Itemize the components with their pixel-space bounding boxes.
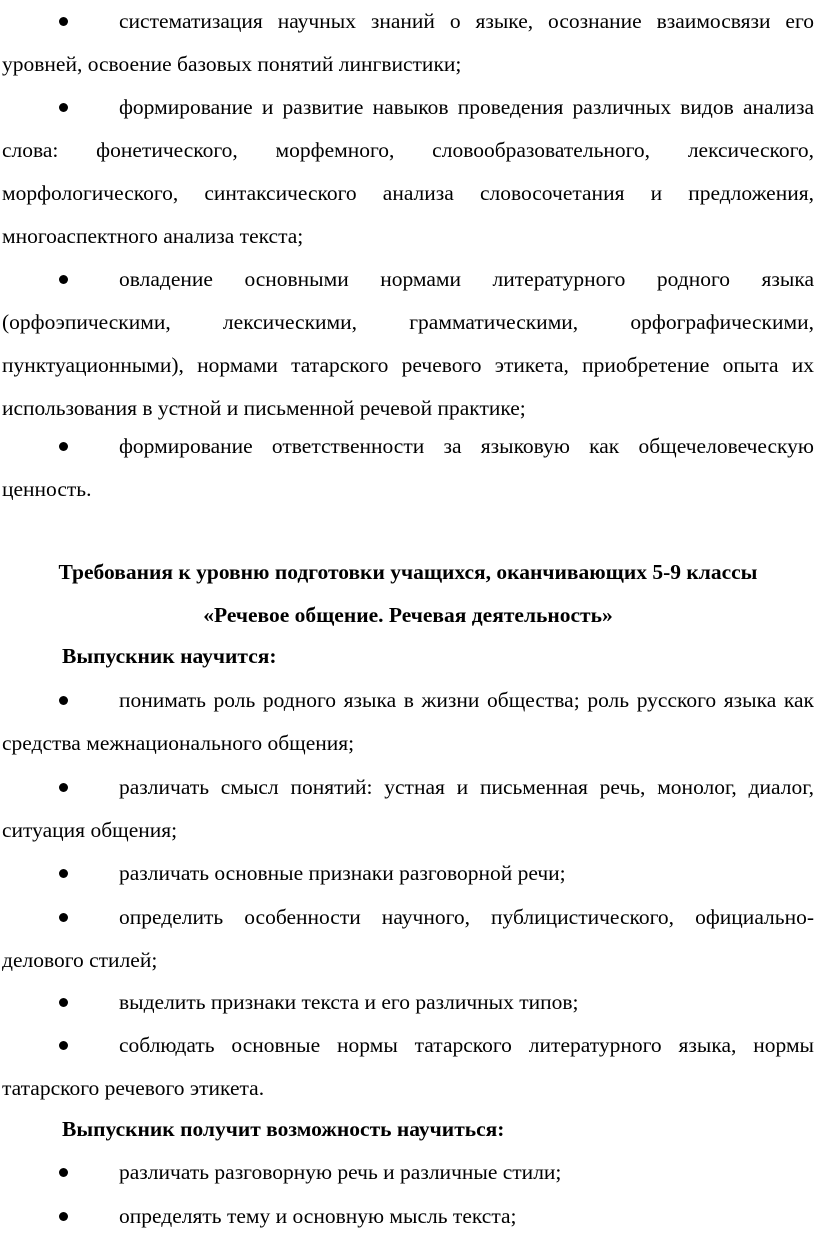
list-item: формирование ответственности за языковую как общечеловеческую ценность.	[2, 425, 814, 511]
bullet-icon	[2, 981, 119, 1024]
bullet-icon	[2, 766, 119, 809]
list-item: различать разговорную речь и различные стили;	[2, 1151, 814, 1194]
will-learn-heading: Выпускник научится:	[62, 644, 277, 668]
list-item: различать смысл понятий: устная и письменная речь, монолог, диалог, ситуация общения;	[2, 766, 814, 852]
opportunity-heading: Выпускник получит возможность научиться:	[62, 1117, 505, 1141]
bullet-icon	[2, 425, 119, 468]
bullet-icon	[2, 258, 119, 301]
list-item: формирование и развитие навыков проведения различных видов анализа слова: фонетического, морфемного, словообразовательного, лексического, морфологического, синтаксического анализа словосочетания и предложения, многоаспектного анализа текста;	[2, 86, 814, 258]
list-item: понимать роль родного языка в жизни общества; роль русского языка как средства межнационального общения;	[2, 679, 814, 765]
list-item: определять тему и основную мысль текста;	[2, 1195, 814, 1238]
list-item: определить особенности научного, публицистического, официально-делового стилей;	[2, 896, 814, 982]
bullet-icon	[2, 896, 119, 939]
bullet-icon	[2, 1151, 119, 1194]
list-item: выделить признаки текста и его различных типов;	[2, 981, 814, 1024]
bullet-icon	[2, 1024, 119, 1067]
list-item: соблюдать основные нормы татарского литературного языка, нормы татарского речевого этикета.	[2, 1024, 814, 1110]
list-item: различать основные признаки разговорной речи;	[2, 852, 814, 895]
section-subtitle: «Речевое общение. Речевая деятельность»	[203, 603, 613, 627]
section-title: Требования к уровню подготовки учащихся, оканчивающих 5-9 классы	[58, 560, 758, 584]
bullet-icon	[2, 679, 119, 722]
bullet-icon	[2, 852, 119, 895]
bullet-icon	[2, 1195, 119, 1238]
bullet-icon	[2, 0, 119, 43]
bullet-icon	[2, 86, 119, 129]
list-item: систематизация научных знаний о языке, осознание взаимосвязи его уровней, освоение базовых понятий лингвистики;	[2, 0, 814, 86]
list-item: овладение основными нормами литературного родного языка (орфоэпическими, лексическими, грамматическими, орфографическими, пунктуационными), нормами татарского речевого этикета, приобретение опыта их использования в устной и письменной речевой практике;	[2, 258, 814, 430]
